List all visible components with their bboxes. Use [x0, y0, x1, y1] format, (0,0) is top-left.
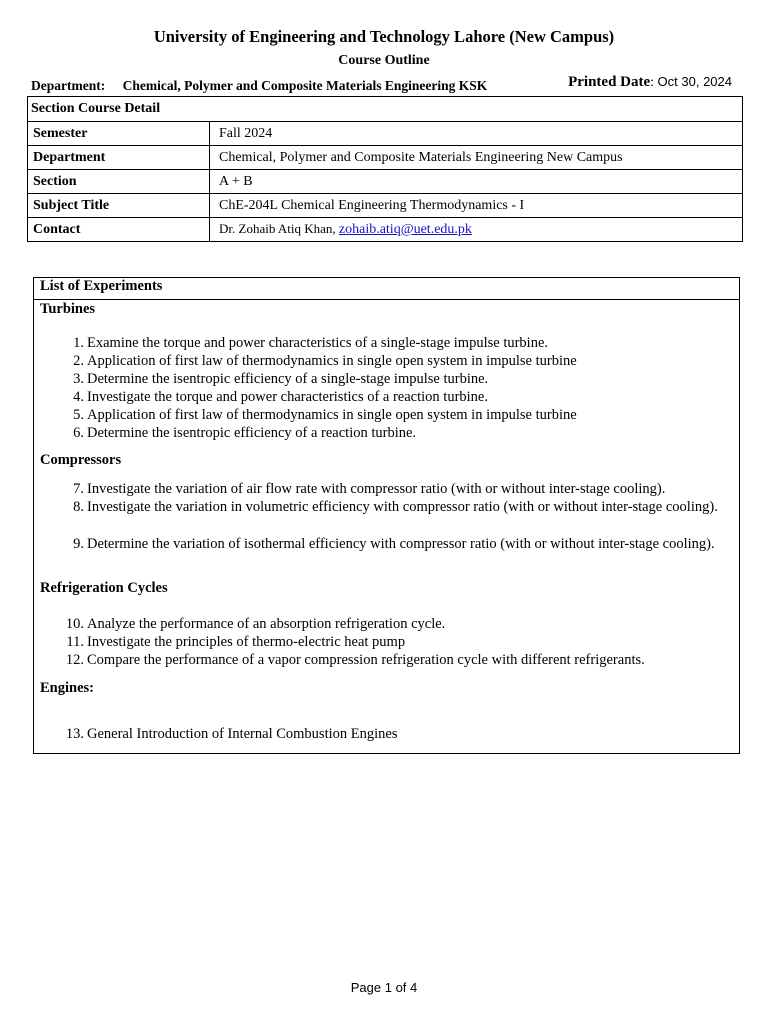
section-title-refrigeration: Refrigeration Cycles [40, 580, 168, 596]
detail-row-department [28, 146, 743, 170]
detail-value: A + B [210, 170, 743, 194]
item-text: Determine the isentropic efficiency of a single-stage impulse turbine. [87, 371, 489, 387]
item-number: 13. [65, 726, 84, 742]
detail-label: Department [28, 146, 210, 170]
item-text: Application of first law of thermodynamics in single open system in impulse turbine [87, 407, 577, 423]
list-item [34, 651, 731, 669]
item-number: 7. [73, 481, 84, 497]
detail-value: Fall 2024 [210, 122, 743, 146]
page-number: Page 1 of 4 [350, 980, 418, 995]
list-item [34, 498, 731, 516]
item-number: 11. [66, 634, 84, 650]
detail-label: Semester [28, 122, 210, 146]
department-label: Department: [31, 78, 106, 93]
section-course-detail-table [27, 96, 743, 242]
list-item [34, 388, 731, 406]
experiments-box [33, 277, 740, 754]
item-number: 6. [73, 425, 84, 441]
item-text: Examine the torque and power characteristics of a single-stage impulse turbine. [87, 335, 549, 351]
list-item [34, 480, 731, 498]
detail-value: Chemical, Polymer and Composite Materials Engineering New Campus [210, 146, 743, 170]
item-number: 5. [73, 407, 84, 423]
contact-email-link[interactable]: zohaib.atiq@uet.edu.pk [338, 222, 472, 237]
list-item [34, 406, 731, 424]
list-item [34, 633, 731, 651]
detail-label: Section [28, 170, 210, 194]
printed-date [568, 74, 732, 91]
item-number: 4. [73, 389, 84, 405]
item-text: Determine the variation of isothermal efficiency with compressor ratio (with or without inter-stage cooling). [87, 536, 715, 552]
list-item [34, 334, 731, 352]
item-number: 10. [65, 616, 84, 632]
list-item [34, 352, 731, 370]
item-text: Analyze the performance of an absorption refrigeration cycle. [87, 616, 446, 632]
item-number: 2. [73, 353, 84, 369]
printed-date-separator: : [650, 75, 655, 90]
experiments-heading: List of Experiments [40, 278, 163, 294]
department-line [31, 78, 487, 94]
item-text: Compare the performance of a vapor compression refrigeration cycle with different refrigerants. [87, 652, 645, 668]
item-text: Investigate the principles of thermo-electric heat pump [87, 634, 406, 650]
detail-row-section [28, 170, 743, 194]
list-item [34, 424, 731, 442]
detail-row-semester [28, 122, 743, 146]
item-number: 9. [73, 536, 84, 552]
list-item [34, 370, 731, 388]
detail-row-contact [28, 218, 743, 242]
list-item [34, 535, 731, 553]
detail-label: Subject Title [28, 194, 210, 218]
department-value: Chemical, Polymer and Composite Materials Engineering KSK [122, 78, 488, 93]
item-number: 1. [73, 335, 84, 351]
item-text: Application of first law of thermodynamics in single open system in impulse turbine [87, 353, 577, 369]
detail-value: ChE-204L Chemical Engineering Thermodynamics - I [210, 194, 743, 218]
item-text: Investigate the variation of air flow rate with compressor ratio (with or without inter-stage cooling). [87, 481, 666, 497]
section-title-turbines: Turbines [40, 301, 96, 317]
item-text: Determine the isentropic efficiency of a reaction turbine. [87, 425, 417, 441]
detail-label: Contact [28, 218, 210, 242]
list-item [34, 615, 731, 633]
item-text: General Introduction of Internal Combustion Engines [87, 726, 398, 742]
section-title-engines: Engines: [40, 680, 94, 696]
printed-date-label: Printed Date [568, 74, 651, 90]
item-text: Investigate the variation in volumetric efficiency with compressor ratio (with or without inter-stage cooling). [87, 499, 718, 515]
item-text: Investigate the torque and power characteristics of a reaction turbine. [87, 389, 488, 405]
contact-name: Dr. Zohaib Atiq Khan, [219, 221, 339, 236]
list-item [34, 725, 731, 743]
item-number: 8. [73, 499, 84, 515]
section-title-compressors: Compressors [40, 452, 122, 468]
contact-value [210, 218, 743, 242]
item-number: 3. [73, 371, 84, 387]
detail-heading: Section Course Detail [28, 97, 743, 122]
heading-divider [34, 299, 739, 300]
detail-row-subject-title [28, 194, 743, 218]
item-number: 12. [65, 652, 84, 668]
university-title: University of Engineering and Technology Lahore (New Campus) [153, 27, 615, 46]
course-outline-subtitle: Course Outline [338, 53, 430, 68]
detail-heading-row [28, 97, 743, 122]
printed-date-value: Oct 30, 2024 [657, 74, 732, 89]
